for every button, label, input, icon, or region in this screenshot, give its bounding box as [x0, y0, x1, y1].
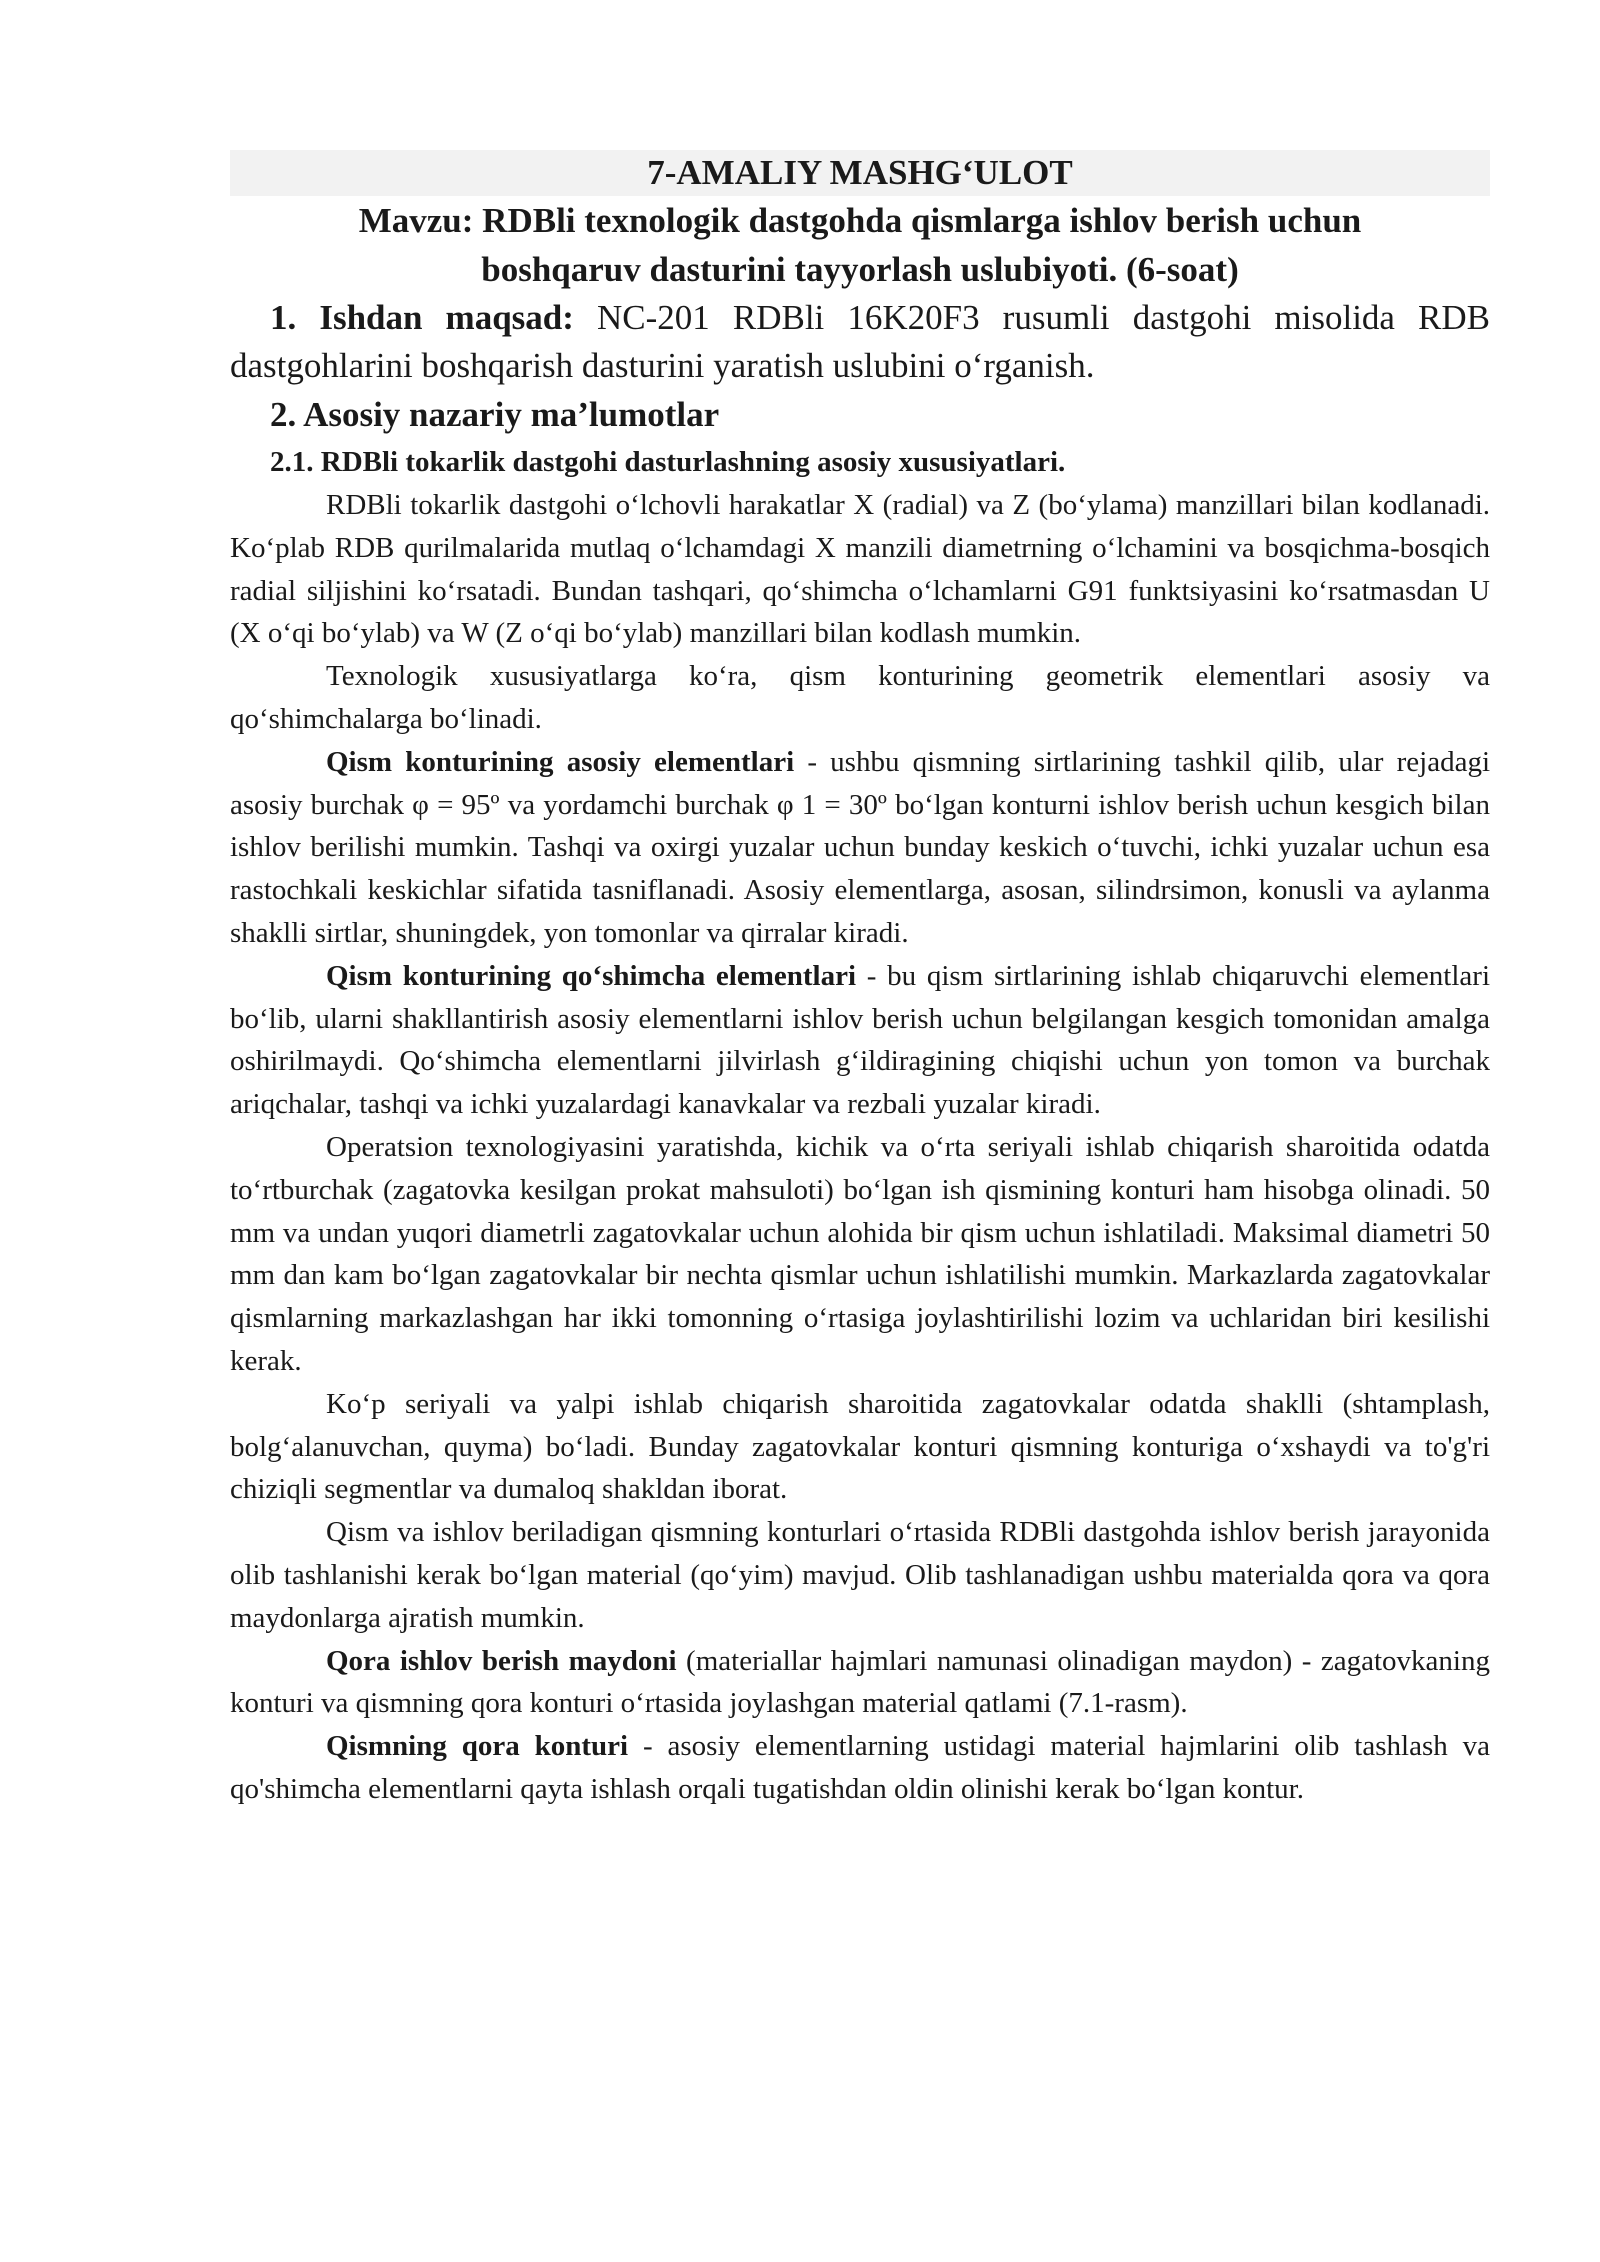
section-2-heading: 2. Asosiy nazariy ma’lumotlar — [270, 395, 720, 434]
paragraph-8 — [230, 1640, 1490, 1726]
paragraph-2: Texnologik xususiyatlarga ko‘ra, qism konturining geometrik elementlari asosiy va qo‘shimchalarga bo‘linadi. — [230, 660, 1490, 735]
paragraph-3-text: - ushbu qismning sirtlarining tashkil qilib, ular rejadagi asosiy burchak φ = 95º va yordamchi burchak φ 1 = 30º bo‘lgan konturni ishlov berish uchun kesgich bilan ishlov berilishi mumkin. Tashqi va oxirgi yuzalar uchun bunday keskich o‘tuvchi, ichki yuzalar uchun esa rastochkali keskichlar sifatida tasniflanadi. Asosiy elementlarga, asosan, silindrsimon, konusli va aylanma shaklli sirtlar, shuningdek, yon tomonlar va qirralar kiradi. — [230, 745, 1490, 949]
paragraph-5: Operatsion texnologiyasini yaratishda, kichik va o‘rta seriyali ishlab chiqarish sharoitida odatda to‘rtburchak (zagatovka kesilgan prokat mahsuloti) bo‘lgan ish qismining konturi ham hisobga olinadi. 50 mm va undan yuqori diametrli zagatovkalar uchun alohida bir qism uchun ishlatiladi. Maksimal diametri 50 mm dan kam bo‘lgan zagatovkalar bir nechta qismlar uchun ishlatilishi mumkin. Markazlarda zagatovkalar qismlarning markazlashgan har ikki tomonning o‘rtasiga joylashtirilishi lozim va uchlaridan biri kesilishi kerak. — [230, 1130, 1490, 1377]
paragraph-9 — [230, 1725, 1490, 1811]
paragraph-1: RDBli tokarlik dastgohi o‘lchovli harakatlar X (radial) va Z (bo‘ylama) manzillari bilan kodlanadi. Ko‘plab RDB qurilmalarida mutlaq o‘lchamdagi X manzili diametrning o‘lchamini va bosqichma-bosqich radial siljishini ko‘rsatadi. Bundan tashqari, qo‘shimcha o‘lchamlarni G91 funktsiyasini ko‘rsatmasdan U (X o‘qi bo‘ylab) va W (Z o‘qi bo‘ylab) manzillari bilan kodlash mumkin. — [230, 489, 1490, 650]
topic-heading: Mavzu: RDBli texnologik dastgohda qismlarga ishlov berish uchun boshqaruv dasturini tayyorlash uslubiyoti. (6-soat) — [358, 201, 1362, 289]
paragraph-6: Ko‘p seriyali va yalpi ishlab chiqarish sharoitida zagatovkalar odatda shaklli (shtamplash, bolg‘alanuvchan, quyma) bo‘ladi. Bunday zagatovkalar konturi qismning konturiga o‘xshaydi va to'g'ri chiziqli segmentlar va dumaloq shakldan iborat. — [230, 1387, 1490, 1506]
paragraph-3 — [230, 741, 1490, 955]
paragraph-4 — [230, 955, 1490, 1126]
page-title: 7-AMALIY MASHG‘ULOT — [230, 150, 1490, 196]
section-2-1-heading: 2.1. RDBli tokarlik dastgohi dasturlashning asosiy xususiyatlari. — [270, 446, 1066, 478]
term-main-elements: Qism konturining asosiy elementlari — [326, 745, 795, 778]
term-additional-elements: Qism konturining qo‘shimcha elementlari — [326, 959, 857, 992]
goal-text: NC-201 RDBli 16K20F3 rusumli dastgohi misolida RDB dastgohlarini boshqarish dasturini yaratish uslubini o‘rganish. — [230, 298, 1491, 385]
paragraph-7: Qism va ishlov beriladigan qismning konturlari o‘rtasida RDBli dastgohda ishlov berish jarayonida olib tashlanishi kerak bo‘lgan material (qo‘yim) mavjud. Olib tashlanadigan ushbu materialda qora va qora maydonlarga ajratish mumkin. — [230, 1516, 1490, 1634]
term-rough-contour: Qismning qora konturi — [326, 1730, 629, 1763]
term-rough-area: Qora ishlov berish maydoni — [326, 1644, 677, 1677]
paragraph-9-text: - asosiy elementlarning ustidagi material hajmlarini olib tashlash va qo'shimcha elementlarni qayta ishlash orqali tugatishdan oldin olinishi kerak bo‘lgan kontur. — [230, 1730, 1490, 1805]
paragraph-4-text: - bu qism sirtlarining ishlab chiqaruvchi elementlari bo‘lib, ularni shakllantirish asosiy elementlarni ishlov berish uchun belgilangan kesgich tomonidan amalga oshirilmaydi. Qo‘shimcha elementlarni jilvirlash g‘ildiragining chiqishi uchun yon tomon va burchak ariqchalar, tashqi va ichki yuzalardagi kanavkalar va rezbali yuzalar kiradi. — [230, 959, 1490, 1121]
paragraph-8-text: (materiallar hajmlari namunasi olinadigan maydon) - zagatovkaning konturi va qismning qora konturi o‘rtasida joylashgan material qatlami (7.1-rasm). — [230, 1644, 1490, 1720]
document-page — [230, 150, 1490, 1811]
goal-paragraph — [230, 294, 1490, 390]
goal-label: 1. Ishdan maqsad: — [270, 298, 574, 337]
